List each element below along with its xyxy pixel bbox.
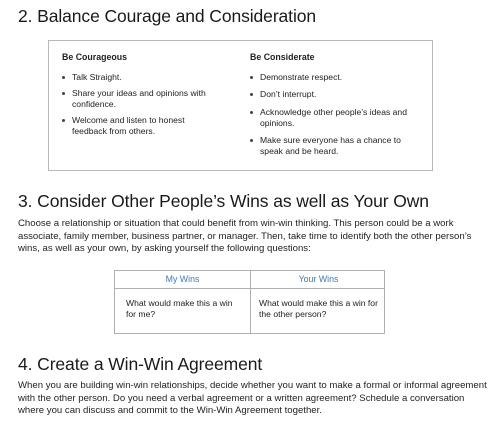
be-considerate-column <box>250 52 422 163</box>
courage-consideration-box <box>48 40 433 171</box>
be-courageous-heading: Be Courageous <box>62 52 128 62</box>
list-item: Don’t interrupt. <box>250 89 422 100</box>
section-3-body: Choose a relationship or situation that could benefit from win-win thinking. This person could be a work associate, family member, business partner, or manager. Then, take time to identify both the other person’s wins, as well as your own, by asking yourself the following questions: <box>18 218 472 255</box>
list-item: Welcome and listen to honest feedback from others. <box>62 115 217 137</box>
be-courageous-column <box>62 52 217 142</box>
list-item: Acknowledge other people’s ideas and opinions. <box>250 107 422 129</box>
section-3-title: 3. Consider Other People’s Wins as well as Your Own <box>18 191 429 211</box>
my-wins-header: My Wins <box>165 274 200 284</box>
section-2-title: 2. Balance Courage and Consideration <box>18 6 316 26</box>
your-wins-question: What would make this a win for the other person? <box>259 298 378 320</box>
be-considerate-list <box>250 72 422 157</box>
your-wins-header: Your Wins <box>298 274 339 284</box>
list-item: Share your ideas and opinions with confidence. <box>62 88 217 110</box>
be-considerate-heading: Be Considerate <box>250 52 315 62</box>
list-item: Make sure everyone has a chance to speak and be heard. <box>250 135 422 157</box>
wins-table <box>114 270 385 334</box>
list-item: Demonstrate respect. <box>250 72 422 83</box>
be-courageous-list <box>62 72 217 137</box>
section-4-title: 4. Create a Win-Win Agreement <box>18 354 263 374</box>
my-wins-question: What would make this a win for me? <box>126 298 233 320</box>
section-4-body: When you are building win-win relationships, decide whether you want to make a formal or informal agreement with the other person. Do you need a verbal agreement or a written agreement? Schedule a conversation where you can discuss and commit to the Win-Win Agreement together. <box>18 380 487 417</box>
list-item: Talk Straight. <box>62 72 217 83</box>
table-divider-horizontal <box>115 288 384 289</box>
